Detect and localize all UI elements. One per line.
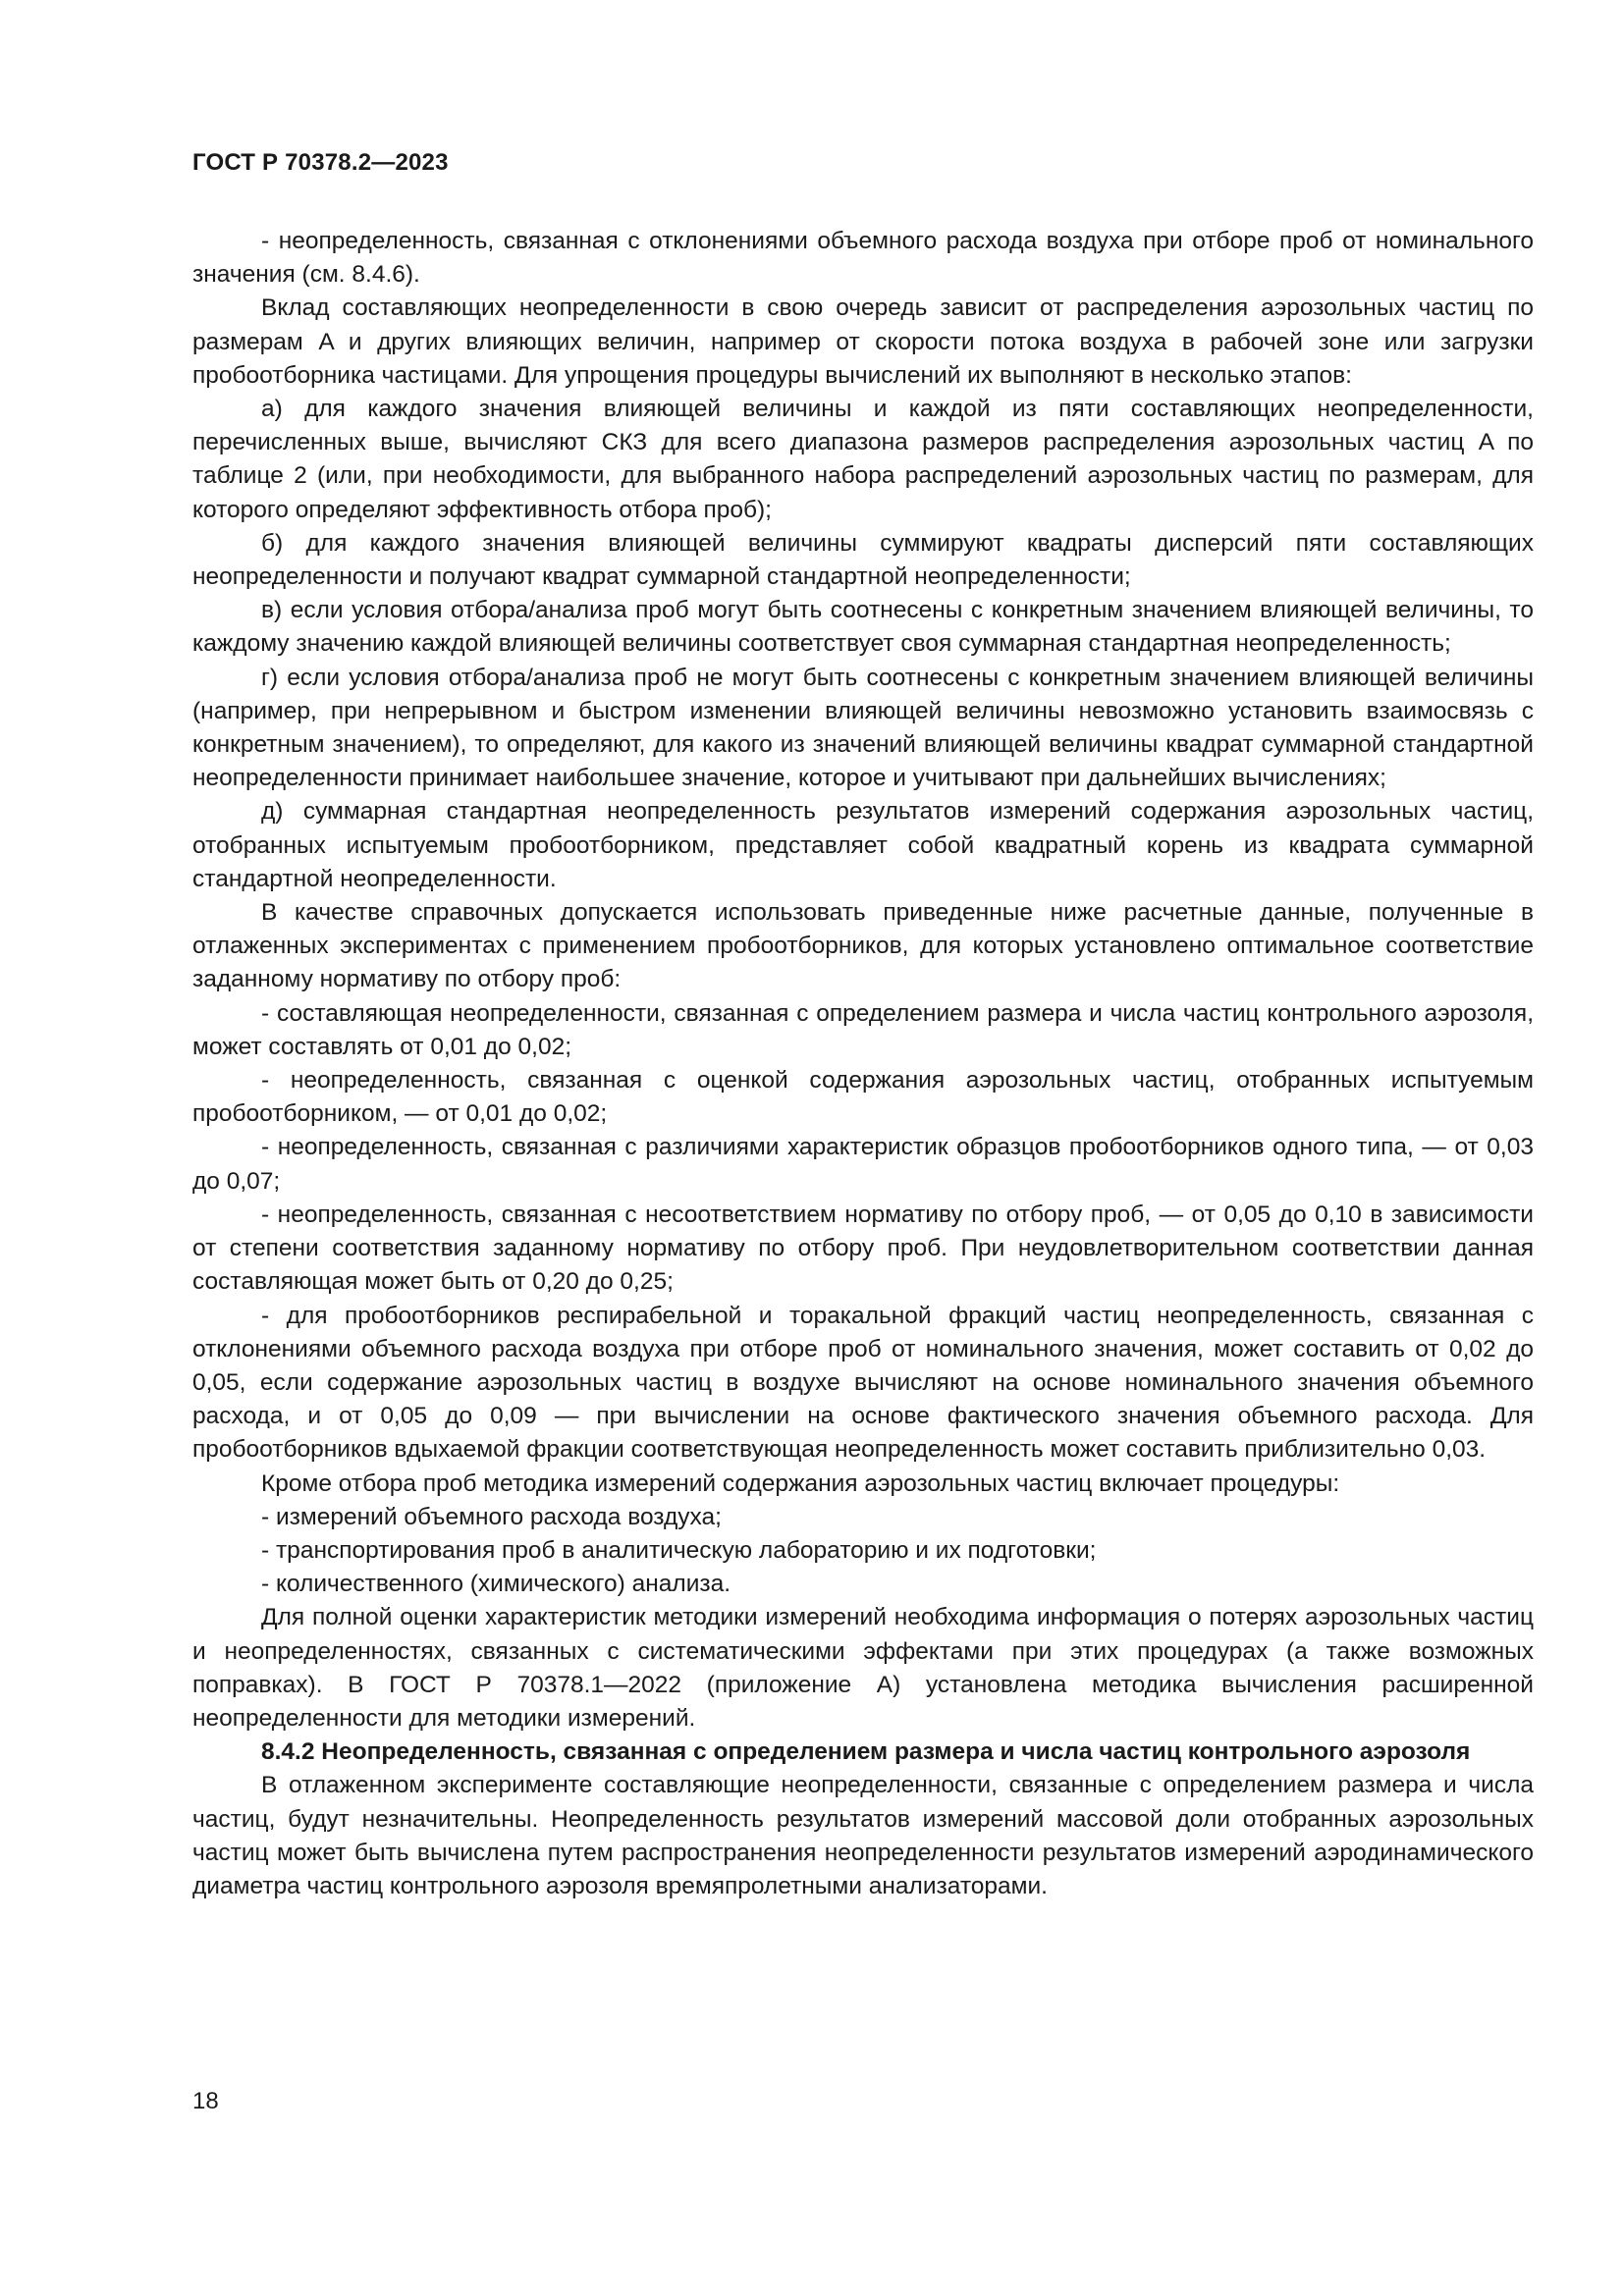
page-number: 18 [192,2088,219,2114]
list-item-g: г) если условия отбора/анализа проб не могут быть соотнесены с конкретным значением влияющей величины (например, при непрерывном и быстром изменении влияющей величины невозможно установить взаимосвязь с конкретным значением), то определяют, для какого из значений влияющей величины квадрат суммарной стандартной неопределенности принимает наибольшее значение, которое и учитывают при дальнейших вычислениях; [192,664,1534,792]
document-header: ГОСТ Р 70378.2—2023 [192,149,449,176]
list-item: - неопределенность, связанная с оценкой содержания аэрозольных частиц, отобранных испытуемым пробоотборником, — от 0,01 до 0,02; [192,1067,1534,1128]
paragraph: В качестве справочных допускается использовать приведенные ниже расчетные данные, полученные в отлаженных экспериментах с применением пробоотборников, для которых установлено оптимальное соответствие заданному нормативу по отбору проб: [192,899,1534,993]
list-item-b: б) для каждого значения влияющей величины суммируют квадраты дисперсий пяти составляющих неопределенности и получают квадрат суммарной стандартной неопределенности; [192,529,1534,591]
list-item-v: в) если условия отбора/анализа проб могут быть соотнесены с конкретным значением влияющей величины, то каждому значению каждой влияющей величины соответствует своя суммарная стандартная неопределенность; [192,597,1534,658]
paragraph: Вклад составляющих неопределенности в свою очередь зависит от распределения аэрозольных частиц по размерам A и других влияющих величин, например от скорости потока воздуха в рабочей зоне или загрузки пробоотборника частицами. Для упрощения процедуры вычислений их выполняют в несколько этапов: [192,294,1534,389]
paragraph: Для полной оценки характеристик методики измерений необходима информация о потерях аэрозольных частиц и неопределенностях, связанных с систематическими эффектами при этих процедурах (а также возможных поправках). В ГОСТ Р 70378.1—2022 (приложение А) установлена методика вычисления расширенной неопределенности для методики измерений. [192,1604,1534,1732]
list-item: - неопределенность, связанная с различиями характеристик образцов пробоотборников одного типа, — от 0,03 до 0,07; [192,1134,1534,1195]
list-item: - измерений объемного расхода воздуха; [261,1503,722,1530]
list-item: - неопределенность, связанная с несоответствием нормативу по отбору проб, — от 0,05 до 0,10 в зависимости от степени соответствия заданному нормативу по отбору проб. При неудовлетворительном соответствии данная составляющая может быть от 0,20 до 0,25; [192,1201,1534,1296]
list-item: - транспортирования проб в аналитическую лабораторию и их подготовки; [261,1536,1097,1564]
paragraph: Кроме отбора проб методика измерений содержания аэрозольных частиц включает процедуры: [261,1469,1340,1497]
list-item-a: а) для каждого значения влияющей величины и каждой из пяти составляющих неопределенности, перечисленных выше, вычисляют СКЗ для всего диапазона размеров распределения аэрозольных частиц A по таблице 2 (или, при необходимости, для выбранного набора распределений аэрозольных частиц по размерам, для которого определяют эффективность отбора проб); [192,396,1534,523]
section-heading: 8.4.2 Неопределенность, связанная с определением размера и числа частиц контрольного аэрозоля [261,1738,1471,1766]
list-item: - количественного (химического) анализа. [261,1571,731,1598]
document-body [192,225,1534,1903]
list-item: - для пробоотборников респирабельной и торакальной фракций частиц неопределенность, связанная с отклонениями объемного расхода воздуха при отборе проб от номинального значения, может составить от 0,02 до 0,05, если содержание аэрозольных частиц в воздухе вычисляют на основе номинального значения объемного расхода, и от 0,05 до 0,09 — при вычислении на основе фактического значения объемного расхода. Для пробоотборников вдыхаемой фракции соответствующая неопределенность может составить приблизительно 0,03. [192,1302,1534,1464]
paragraph: - неопределенность, связанная с отклонениями объемного расхода воздуха при отборе проб от номинального значения (см. 8.4.6). [192,228,1534,289]
list-item-d: д) суммарная стандартная неопределенность результатов измерений содержания аэрозольных частиц, отобранных испытуемым пробоотборником, представляет собой квадратный корень из квадрата суммарной стандартной неопределенности. [192,798,1534,892]
list-item: - составляющая неопределенности, связанная с определением размера и числа частиц контрольного аэрозоля, может составлять от 0,01 до 0,02; [192,999,1534,1060]
section-paragraph: В отлаженном эксперименте составляющие неопределенности, связанные с определением размера и числа частиц, будут незначительны. Неопределенность результатов измерений массовой доли отобранных аэрозольных частиц может быть вычислена путем распространения неопределенности результатов измерений аэродинамического диаметра частиц контрольного аэрозоля времяпролетными анализаторами. [192,1772,1534,1899]
